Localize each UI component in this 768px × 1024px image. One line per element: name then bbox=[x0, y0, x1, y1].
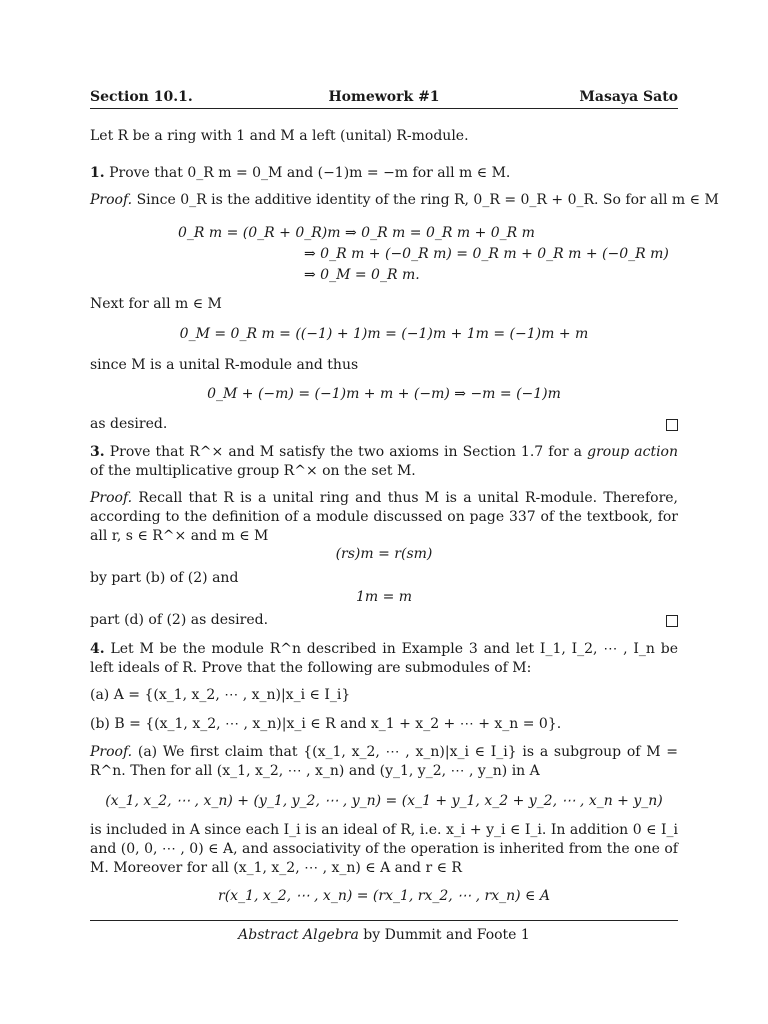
problem-1-proof-intro bbox=[90, 191, 719, 210]
display-equation: 1m = m bbox=[355, 589, 413, 605]
proof-label: Proof. bbox=[90, 192, 133, 208]
problem-4-part-a: (a) A = {(x_1, x_2, ⋯ , x_n)|x_i ∈ I_i} bbox=[90, 687, 351, 703]
proof-text: Recall that R is a unital ring and thus M is a unital R-module. Therefore, according to the definition of a module discussed on page 337 of the textbook, for all r, s ∈ R^× and m ∈ M bbox=[90, 490, 679, 544]
footer-rule bbox=[90, 920, 678, 921]
problem-4-number: 4. bbox=[90, 641, 105, 657]
problem-4-proof bbox=[90, 743, 678, 781]
paragraph-text: part (d) of (2) as desired. bbox=[90, 612, 269, 628]
equation-line: 0_R m = (0_R + 0_R)m ⇒ 0_R m = 0_R m + 0_R m bbox=[178, 225, 535, 241]
qed-symbol bbox=[666, 419, 678, 431]
problem-3-text: of the multiplicative group R^× on the set M. bbox=[90, 463, 416, 479]
header-rule bbox=[90, 108, 678, 109]
problem-4-part-b: (b) B = {(x_1, x_2, ⋯ , x_n)|x_i ∈ R and x_1 + x_2 + ⋯ + x_n = 0}. bbox=[90, 716, 562, 732]
paragraph-text: Next for all m ∈ M bbox=[90, 296, 222, 312]
display-equation: (x_1, x_2, ⋯ , x_n) + (y_1, y_2, ⋯ , y_n) = (x_1 + y_1, x_2 + y_2, ⋯ , x_n + y_n) bbox=[105, 793, 663, 809]
problem-1-statement bbox=[90, 164, 678, 183]
proof-label: Proof. bbox=[90, 490, 133, 506]
intro-text: Let R be a ring with 1 and M a left (unital) R-module. bbox=[90, 128, 469, 144]
problem-4-text: Let M be the module R^n described in Example 3 and let I_1, I_2, ⋯ , I_n be left ideals of R. Prove that the following are submodules of M: bbox=[90, 641, 679, 676]
emphasis-text: group action bbox=[587, 444, 678, 460]
document-page bbox=[90, 0, 719, 1024]
page-header bbox=[90, 88, 678, 108]
problem-3-number: 3. bbox=[90, 444, 105, 460]
problem-3-text: Prove that R^× and M satisfy the two axioms in Section 1.7 for a bbox=[109, 444, 588, 460]
equation-line: ⇒ 0_R m + (−0_R m) = 0_R m + 0_R m + (−0_R m) bbox=[304, 246, 669, 262]
display-equation: 0_M + (−m) = (−1)m + m + (−m) ⇒ −m = (−1)m bbox=[207, 386, 561, 402]
paragraph-text: is included in A since each I_i is an ideal of R, i.e. x_i + y_i ∈ I_i. In addition 0 ∈ I_i and (0, 0, ⋯ , 0) ∈ A, and associativity of the operation is inherited from the one of M. Moreover for all (x_1, x_2, ⋯ , x_n) ∈ A and r ∈ R bbox=[90, 822, 678, 876]
problem-3-statement bbox=[90, 443, 678, 481]
proof-text: (a) We first claim that {(x_1, x_2, ⋯ , x_n)|x_i ∈ I_i} is a subgroup of M = R^n. Then for all (x_1, x_2, ⋯ , x_n) and (y_1, y_2, ⋯ , y_n) in A bbox=[90, 744, 679, 779]
paragraph-text: by part (b) of (2) and bbox=[90, 570, 239, 586]
display-equation: 0_M = 0_R m = ((−1) + 1)m = (−1)m + 1m = (−1)m + m bbox=[179, 326, 589, 342]
page-footer bbox=[90, 926, 678, 945]
proof-text: Since 0_R is the additive identity of the ring R, 0_R = 0_R + 0_R. So for all m ∈ M bbox=[136, 192, 719, 208]
paragraph-text: as desired. bbox=[90, 416, 168, 432]
problem-3-proof bbox=[90, 489, 678, 546]
header-title: Homework #1 bbox=[328, 89, 440, 105]
problem-1-number: 1. bbox=[90, 165, 105, 181]
header-section: Section 10.1. bbox=[90, 89, 193, 105]
qed-symbol bbox=[666, 615, 678, 627]
display-equation: (rs)m = r(sm) bbox=[335, 546, 433, 562]
footer-book-title: Abstract Algebra bbox=[238, 927, 359, 943]
header-author: Masaya Sato bbox=[579, 89, 678, 105]
footer-text: by Dummit and Foote 1 bbox=[358, 927, 530, 943]
display-equation: r(x_1, x_2, ⋯ , x_n) = (rx_1, rx_2, ⋯ , rx_n) ∈ A bbox=[218, 888, 550, 904]
proof-label: Proof. bbox=[90, 744, 133, 760]
paragraph-text: since M is a unital R-module and thus bbox=[90, 357, 359, 373]
equation-line: ⇒ 0_M = 0_R m. bbox=[304, 267, 420, 283]
problem-4-statement bbox=[90, 640, 678, 678]
problem-1-text: Prove that 0_R m = 0_M and (−1)m = −m for all m ∈ M. bbox=[109, 165, 511, 181]
